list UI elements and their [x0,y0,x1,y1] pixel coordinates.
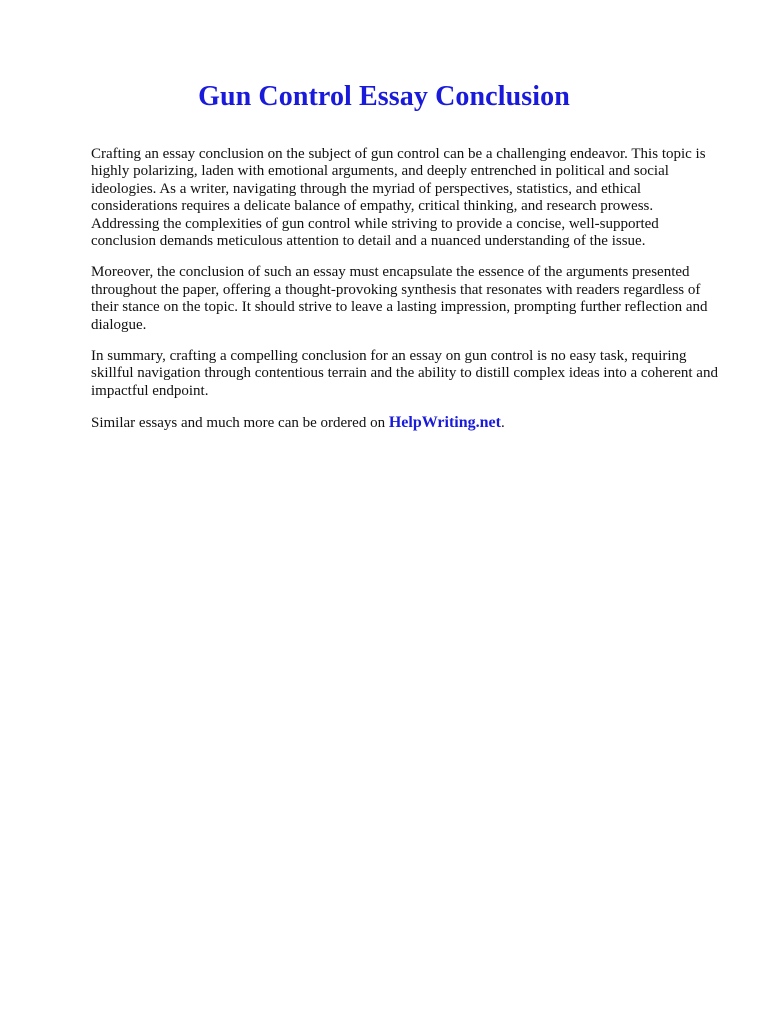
paragraph-3: In summary, crafting a compelling conclusion for an essay on gun control is no easy task, requiring skillful navigation through contentious terrain and the ability to distill complex ideas into a coherent and impactful endpoint. [91,348,718,399]
order-note-suffix: . [500,415,505,432]
paragraph-2: Moreover, the conclusion of such an essay must encapsulate the essence of the arguments presented throughout the paper, offering a thought-provoking synthesis that resonates with readers regardless of their stance on the topic. It should strive to leave a lasting impression, prompting further reflection and dialogue. [91,264,708,333]
order-note-prefix: Similar essays and much more can be ordered on [91,415,389,432]
essay-body [91,146,721,433]
page-title: Gun Control Essay Conclusion [198,81,570,112]
paragraph-1: Crafting an essay conclusion on the subject of gun control can be a challenging endeavor. This topic is highly polarizing, laden with emotional arguments, and deeply entrenched in political and social ideologies. As a writer, navigating through the myriad of perspectives, statistics, and ethical considerations requires a delicate balance of empathy, critical thinking, and research prowess. Addressing the complexities of gun control while striving to provide a concise, well-supported conclusion demands meticulous attention to detail and a nuanced understanding of the issue. [91,146,706,250]
helpwriting-link[interactable]: HelpWriting.net [388,414,501,432]
order-note [91,414,721,432]
